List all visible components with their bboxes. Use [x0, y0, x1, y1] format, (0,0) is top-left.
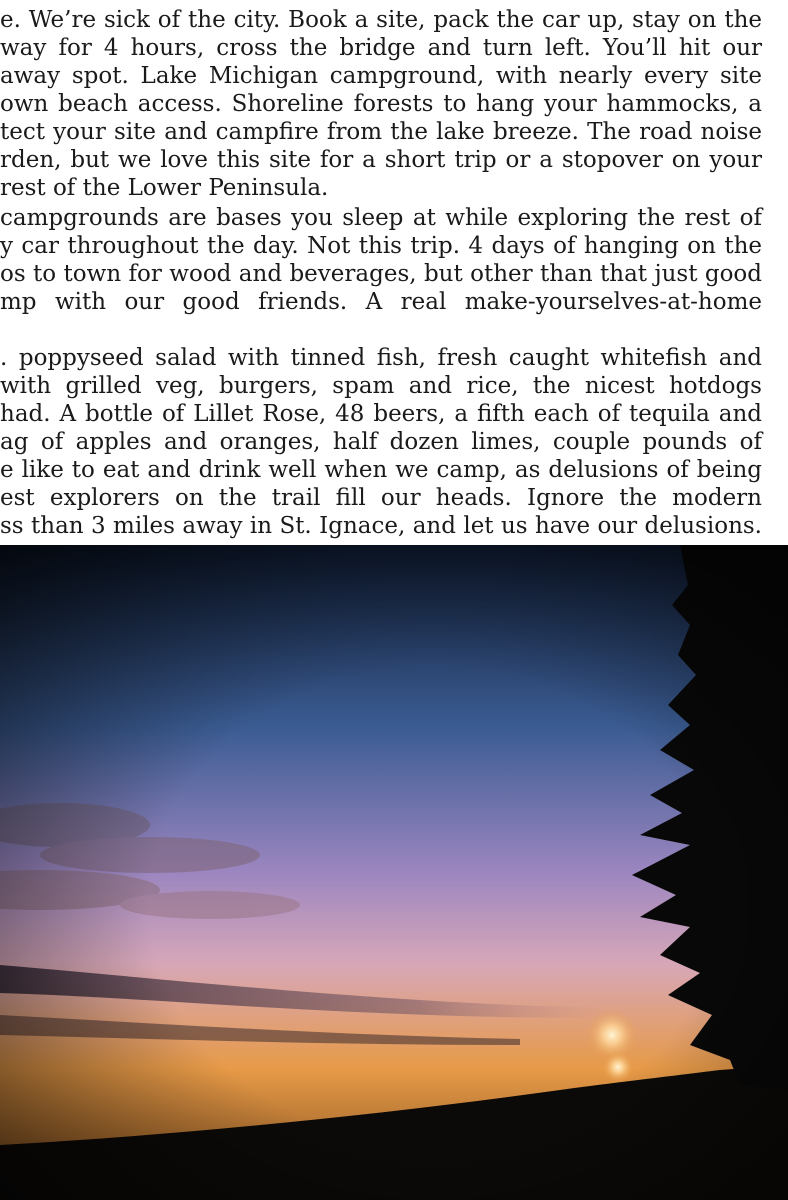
article-text [0, 0, 788, 545]
text-line: . poppyseed salad with tinned fish, fresh caught whitefish and [0, 345, 762, 371]
text-line: rden, but we love this site for a short trip or a stopover on your [0, 147, 762, 173]
text-line: rest of the Lower Peninsula. [0, 175, 329, 201]
text-line: e. We’re sick of the city. Book a site, pack the car up, stay on the [0, 7, 762, 33]
text-line: way for 4 hours, cross the bridge and turn left. You’ll hit our [0, 35, 762, 61]
vignette [0, 545, 788, 1200]
text-line: campgrounds are bases you sleep at while exploring the rest of [0, 205, 762, 231]
text-line: ss than 3 miles away in St. Ignace, and let us have our delusions. [0, 513, 762, 539]
text-line [0, 316, 762, 344]
text-line: away spot. Lake Michigan campground, with nearly every site [0, 63, 762, 89]
text-line: tect your site and campfire from the lake breeze. The road noise [0, 119, 762, 145]
text-line: est explorers on the trail fill our heads. Ignore the modern [0, 485, 762, 511]
text-line: mp with our good friends. A real make-yourselves-at-home [0, 289, 762, 315]
sunset-photo-svg [0, 545, 788, 1200]
sunset-photo [0, 545, 788, 1200]
text-line: e like to eat and drink well when we camp, as delusions of being [0, 457, 762, 483]
text-line: os to town for wood and beverages, but other than that just good [0, 261, 762, 287]
text-line: y car throughout the day. Not this trip. 4 days of hanging on the [0, 233, 762, 259]
text-line: had. A bottle of Lillet Rose, 48 beers, a fifth each of tequila and [0, 401, 762, 427]
text-line: own beach access. Shoreline forests to hang your hammocks, a [0, 91, 762, 117]
text-line: ag of apples and oranges, half dozen limes, couple pounds of [0, 429, 762, 455]
text-line: with grilled veg, burgers, spam and rice, the nicest hotdogs [0, 373, 762, 399]
